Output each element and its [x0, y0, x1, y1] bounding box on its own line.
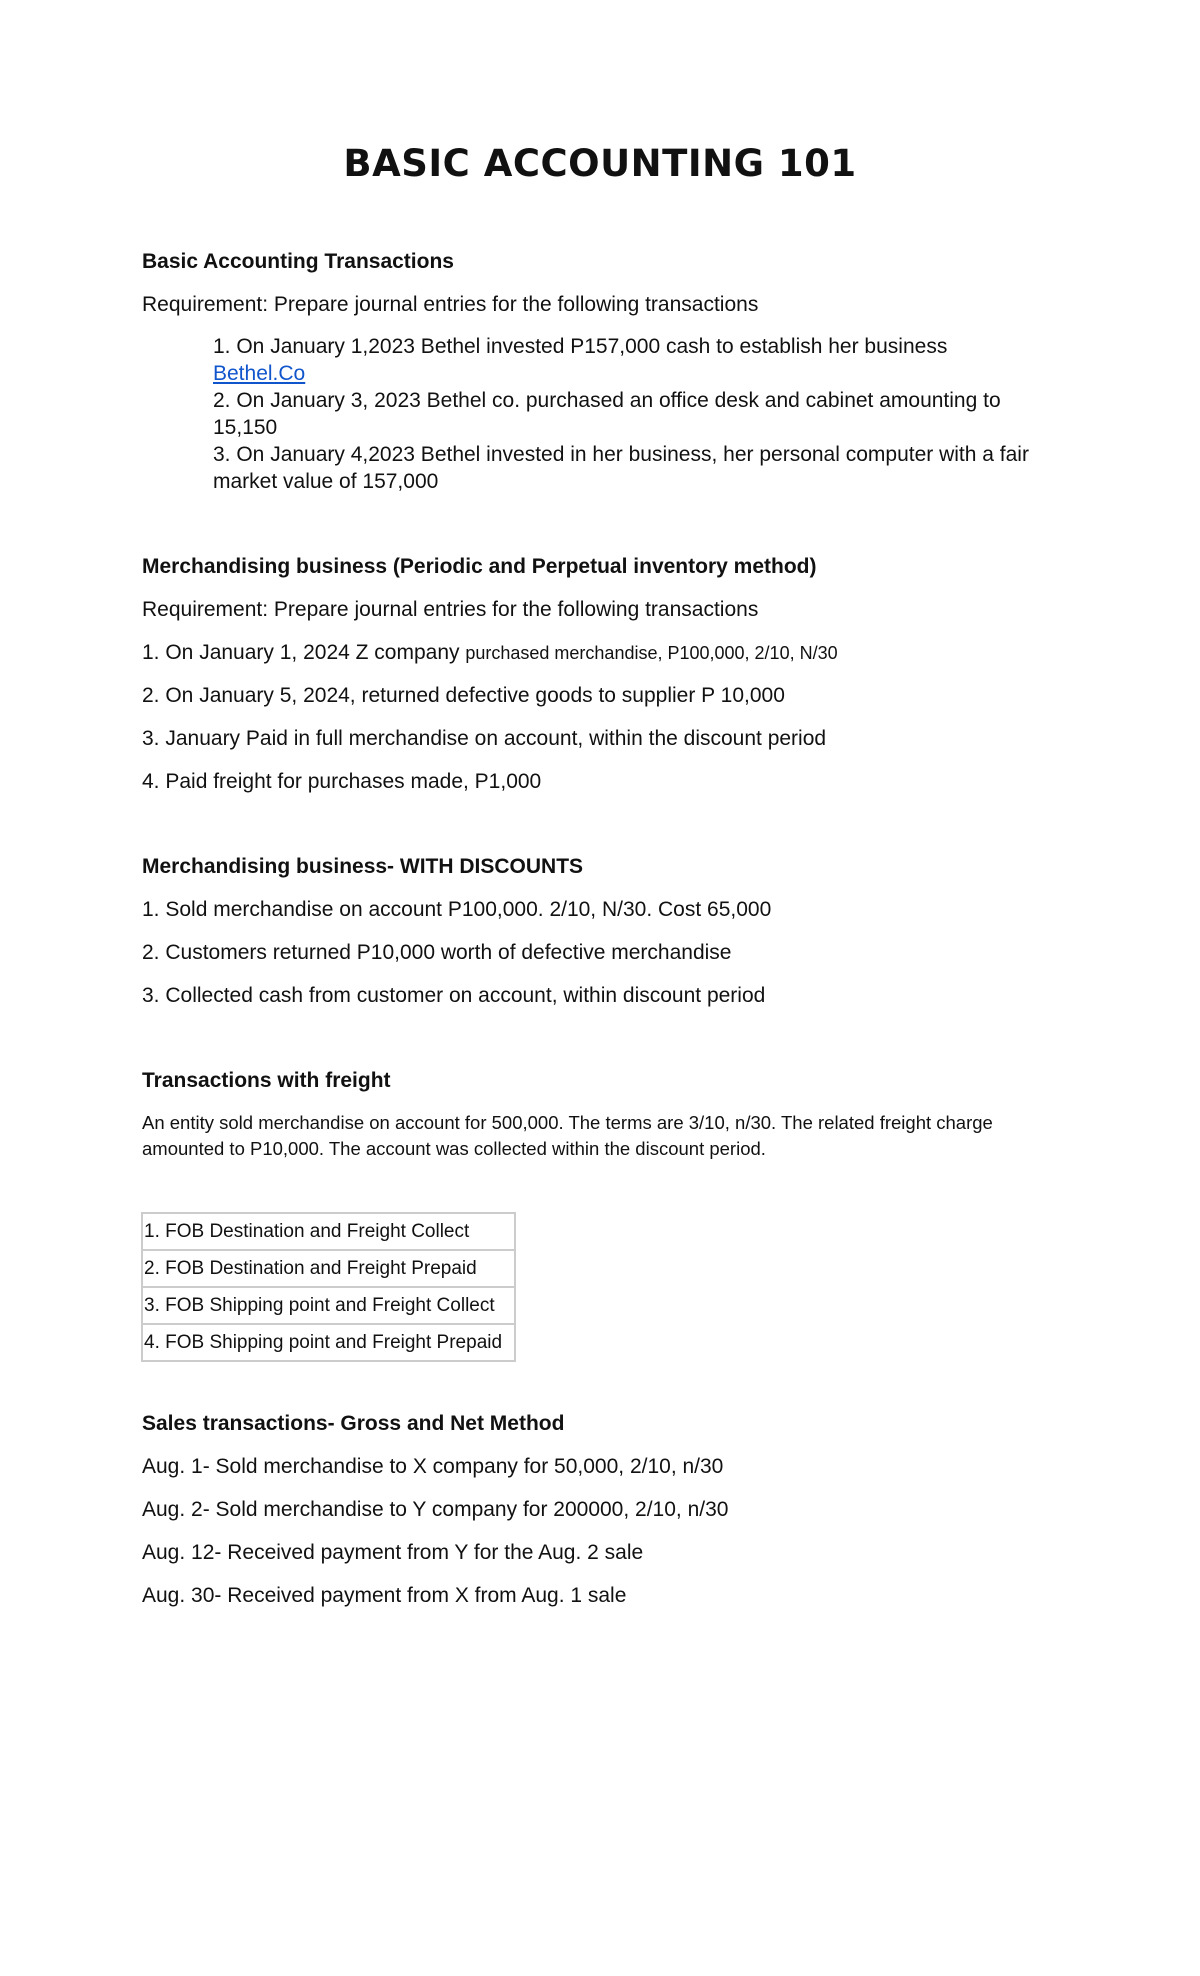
- list-item: [142, 641, 838, 665]
- list-item: 1. Sold merchandise on account P100,000. 2/10, N/30. Cost 65,000: [142, 898, 772, 921]
- section-heading-with-discounts: Merchandising business- WITH DISCOUNTS: [142, 855, 584, 878]
- list-item: Aug. 2- Sold merchandise to Y company for 200000, 2/10, n/30: [142, 1498, 729, 1521]
- list-item: 3. On January 4,2023 Bethel invested in her business, her personal computer with a fair: [213, 443, 1029, 466]
- section-heading-freight: Transactions with freight: [142, 1069, 391, 1092]
- table-cell: 1. FOB Destination and Freight Collect: [142, 1213, 515, 1250]
- fob-table: [141, 1212, 516, 1362]
- list-item: Aug. 30- Received payment from X from Aug. 1 sale: [142, 1584, 627, 1607]
- page-title: BASIC ACCOUNTING 101: [343, 142, 857, 185]
- list-item: 3. Collected cash from customer on account, within discount period: [142, 984, 766, 1007]
- list-item: 2. On January 5, 2024, returned defective goods to supplier P 10,000: [142, 684, 785, 707]
- table-cell: 3. FOB Shipping point and Freight Collect: [142, 1287, 515, 1324]
- requirement-text: Requirement: Prepare journal entries for the following transactions: [142, 293, 759, 316]
- list-item-continuation: 15,150: [213, 416, 278, 439]
- list-item: 2. On January 3, 2023 Bethel co. purchased an office desk and cabinet amounting to: [213, 389, 1001, 412]
- list-item: 3. January Paid in full merchandise on account, within the discount period: [142, 727, 827, 750]
- list-item: Aug. 12- Received payment from Y for the Aug. 2 sale: [142, 1541, 644, 1564]
- requirement-text: Requirement: Prepare journal entries for the following transactions: [142, 598, 759, 621]
- bethel-co-link[interactable]: Bethel.Co: [213, 362, 306, 385]
- list-item: Aug. 1- Sold merchandise to X company for 50,000, 2/10, n/30: [142, 1455, 724, 1478]
- section-heading-merchandising-inventory: Merchandising business (Periodic and Perpetual inventory method): [142, 555, 817, 578]
- freight-paragraph: An entity sold merchandise on account for 500,000. The terms are 3/10, n/30. The related freight charge amounted to P10,000. The account was collected within the discount period.: [142, 1112, 993, 1159]
- section-heading-sales-gross-net: Sales transactions- Gross and Net Method: [142, 1412, 565, 1435]
- list-item: 2. Customers returned P10,000 worth of defective merchandise: [142, 941, 732, 964]
- section-heading-basic-transactions: Basic Accounting Transactions: [142, 250, 454, 273]
- item-suffix: purchased merchandise, P100,000, 2/10, N/30: [465, 643, 838, 663]
- table-row: [142, 1324, 515, 1361]
- list-item-continuation: market value of 157,000: [213, 470, 439, 493]
- item-prefix: 1. On January 1, 2024 Z company: [142, 641, 466, 664]
- table-row: [142, 1213, 515, 1250]
- list-item: 1. On January 1,2023 Bethel invested P157,000 cash to establish her business: [213, 335, 948, 358]
- table-cell: 4. FOB Shipping point and Freight Prepaid: [142, 1324, 515, 1361]
- table-cell: 2. FOB Destination and Freight Prepaid: [142, 1250, 515, 1287]
- table-row: [142, 1287, 515, 1324]
- table-row: [142, 1250, 515, 1287]
- list-item: 4. Paid freight for purchases made, P1,000: [142, 770, 542, 793]
